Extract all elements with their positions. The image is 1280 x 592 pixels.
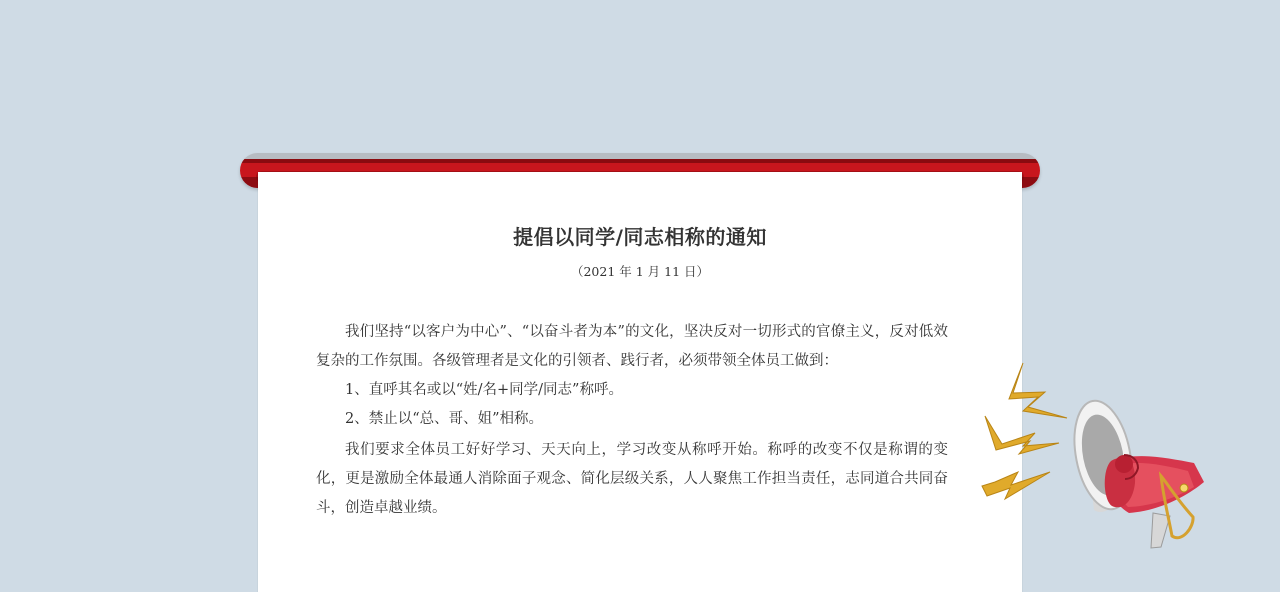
notice-date: （2021 年 1 月 11 日） <box>570 264 710 279</box>
megaphone-icon <box>975 360 1220 555</box>
lightning-icon <box>982 363 1067 499</box>
notice-title: 提倡以同学/同志相称的通知 <box>513 225 767 249</box>
notice-paragraph-1: 我们坚持“以客户为中心”、“以奋斗者为本”的文化，坚决反对一切形式的官僚主义，反对低效复杂的工作氛围。各级管理者是文化的引领者、践行者，必须带领全体员工做到： <box>316 324 948 369</box>
notice-item-2: 2、禁止以“总、哥、姐”相称。 <box>345 411 544 427</box>
notice-body <box>316 318 948 523</box>
notice-item-1: 1、直呼其名或以“姓/名+同学/同志”称呼。 <box>345 382 623 398</box>
notice-paragraph-2: 我们要求全体员工好好学习、天天向上，学习改变从称呼开始。称呼的改变不仅是称谓的变化，更是激励全体最通人消除面子观念、简化层级关系，人人聚焦工作担当责任，志同道合共同奋斗，创造卓越业绩。 <box>316 442 948 516</box>
megaphone-body <box>1066 396 1204 548</box>
notice-paper <box>258 172 1022 592</box>
